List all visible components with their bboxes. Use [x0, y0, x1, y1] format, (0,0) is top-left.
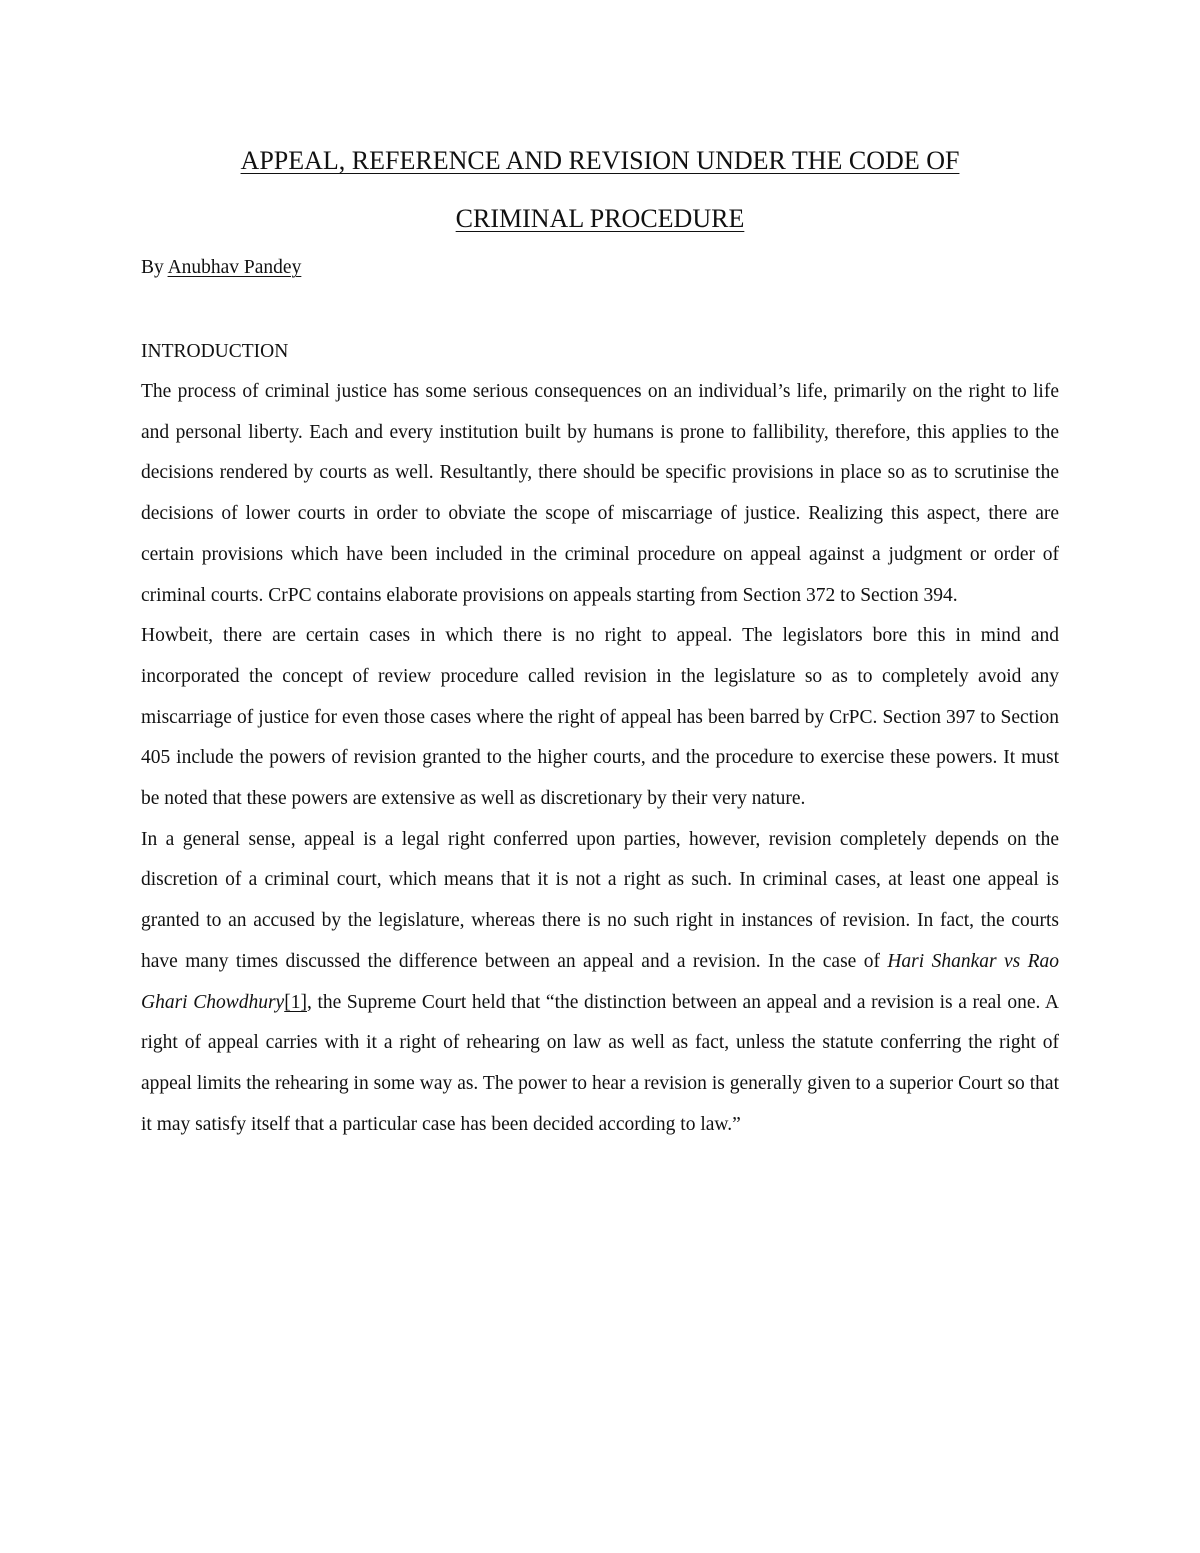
paragraph-3-text-before: In a general sense, appeal is a legal right conferred upon parties, however, revision completely depends on the discretion of a criminal court, which means that it is not a right as such. In criminal cases, at least one appeal is granted to an accused by the legislature, whereas there is no such right in instances of revision. In fact, the courts have many times discussed the difference between an appeal and a revision. In the case of — [141, 828, 1059, 972]
author-link[interactable]: Anubhav Pandey — [167, 257, 302, 278]
case-name: Hari Shankar vs Rao Ghari Chowdhury — [141, 950, 1059, 1013]
section-heading-introduction: INTRODUCTION — [141, 341, 289, 362]
byline — [141, 248, 301, 288]
paragraph-1: The process of criminal justice has some serious consequences on an individual’s life, primarily on the right to life and personal liberty. Each and every institution built by humans is prone to fallibility, therefore, this applies to the decisions rendered by courts as well. Resultantly, there should be specific provisions in place so as to scrutinise the decisions of lower courts in order to obviate the scope of miscarriage of justice. Realizing this aspect, there are certain provisions which have been included in the criminal procedure on appeal against a judgment or order of criminal courts. CrPC contains elaborate provisions on appeals starting from Section 372 to Section 394. — [141, 381, 1059, 606]
document-title — [100, 132, 1100, 248]
title-line-1: APPEAL, REFERENCE AND REVISION UNDER THE CODE OF — [240, 146, 960, 175]
paragraph-3-text-after: , the Supreme Court held that “the distinction between an appeal and a revision is a real one. A right of appeal carries with it a right of rehearing on law as well as fact, unless the statute conferring the right of appeal limits the rehearing in some way as. The power to hear a revision is generally given to a superior Court so that it may satisfy itself that a particular case has been decided according to law.” — [141, 991, 1059, 1135]
body-text — [141, 372, 1059, 1145]
paragraph-2: Howbeit, there are certain cases in which there is no right to appeal. The legislators bore this in mind and incorporated the concept of review procedure called revision in the legislature so as to completely avoid any miscarriage of justice for even those cases where the right of appeal has been barred by CrPC. Section 397 to Section 405 include the powers of revision granted to the higher courts, and the procedure to exercise these powers. It must be noted that these powers are extensive as well as discretionary by their very nature. — [141, 625, 1059, 810]
byline-prefix: By — [141, 257, 168, 278]
title-line-2: CRIMINAL PROCEDURE — [455, 204, 745, 233]
footnote-link[interactable]: [1] — [284, 991, 307, 1013]
paragraph-3 — [141, 820, 1059, 1146]
